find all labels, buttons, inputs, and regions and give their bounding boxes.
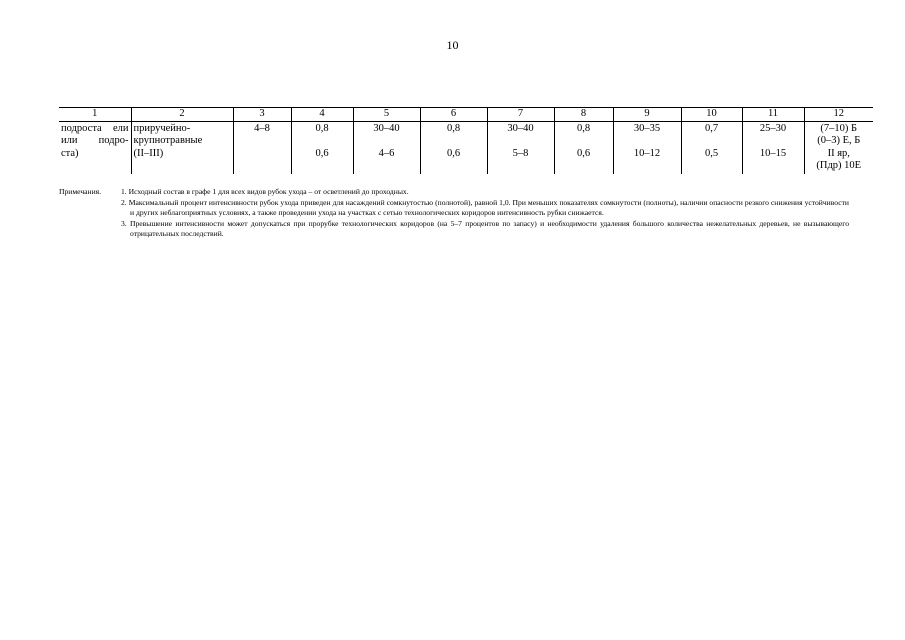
cell-spacer (294, 135, 351, 148)
col-header: 5 (353, 108, 420, 122)
cell-line: 25–30 (759, 122, 787, 134)
cell-col9 (613, 121, 681, 174)
cell-col11 (742, 121, 804, 174)
cell-spacer (745, 135, 802, 148)
cell-line: 5–8 (512, 147, 529, 159)
cell-col8 (554, 121, 613, 174)
col-header: 12 (804, 108, 873, 122)
table-row (59, 121, 873, 174)
cell-line: 30–40 (373, 122, 400, 134)
cell-line: (0–3) Е, Б (817, 135, 861, 146)
cell-col4 (291, 121, 353, 174)
cell-line: 0,7 (704, 122, 719, 134)
cell-forest-type (131, 121, 233, 174)
cell-line: 0,6 (446, 147, 461, 159)
notes-section (59, 187, 849, 240)
notes-label: Примечания. (59, 187, 102, 196)
page-number: 10 (446, 38, 459, 52)
cell-line: или подро- (61, 135, 129, 146)
col-header: 9 (613, 108, 681, 122)
cell-col5 (353, 121, 420, 174)
col-header: 1 (59, 108, 131, 122)
cell-line: 0,5 (704, 147, 719, 159)
cell-col6 (420, 121, 487, 174)
header-row (59, 108, 873, 122)
col-header: 3 (233, 108, 291, 122)
cell-col10 (681, 121, 742, 174)
cell-col7 (487, 121, 554, 174)
col-header: 10 (681, 108, 742, 122)
cell-line: 30–40 (507, 122, 534, 134)
cell-line: 10–15 (759, 147, 787, 159)
forestry-table (59, 107, 873, 174)
col-header: 7 (487, 108, 554, 122)
cell-spacer (423, 135, 485, 148)
cell-line: 10–12 (633, 147, 661, 159)
cell-line: 0,8 (315, 122, 329, 134)
cell-line: 4–6 (378, 147, 395, 159)
col-header: 2 (131, 108, 233, 122)
col-header: 11 (742, 108, 804, 122)
cell-line: 0,8 (446, 122, 461, 134)
cell-line: II яр, (827, 147, 850, 159)
cell-col12 (804, 121, 873, 174)
cell-line: ста) (61, 147, 79, 159)
col-header: 6 (420, 108, 487, 122)
cell-line: 30–35 (633, 122, 661, 134)
cell-line: 0,6 (315, 147, 329, 159)
cell-spacer (684, 135, 740, 148)
cell-spacer (490, 135, 552, 148)
cell-col3 (233, 121, 291, 174)
note-body (121, 187, 849, 240)
cell-spacer (616, 135, 679, 148)
cell-line: подроста ели (61, 122, 129, 134)
cell-spacer (557, 135, 611, 148)
note-row (59, 187, 849, 240)
cell-line: 0,6 (576, 147, 591, 159)
note-item: 3. Превышение интенсивности может допускаться при прорубке технологических коридоров (на 5–7 процентов по запасу) и необходимости удаления большого количества нежелательных деревьев, не вызывающего отрицательных последствий. (121, 218, 849, 238)
cell-line: (II–III) (133, 147, 164, 159)
note-item: 1. Исходный состав в графе 1 для всех видов рубок ухода – от осветлений до проходных. (121, 187, 409, 196)
note-item: 2. Максимальный процент интенсивности рубок ухода приведен для насаждений сомкнутостью (полнотой), равной 1,0. При меньших показателях сомкнутости (полноты), наличии опасности резкого снижения устойчивости и других неблагоприятных условиях, а также проведении ухода на участках с сетью технологических коридоров интенсивность рубки снижается. (121, 197, 849, 217)
cell-spacer (356, 135, 418, 148)
cell-stand-composition (59, 121, 131, 174)
cell-line: приручейно- (133, 122, 191, 134)
cell-line: (7–10) Б (820, 122, 858, 134)
col-header: 8 (554, 108, 613, 122)
cell-line: (Пдр) 10Е (816, 160, 862, 171)
cell-line: крупнотравные (133, 135, 203, 146)
cell-line: 4–8 (254, 122, 270, 134)
col-header: 4 (291, 108, 353, 122)
cell-line: 0,8 (576, 122, 591, 134)
